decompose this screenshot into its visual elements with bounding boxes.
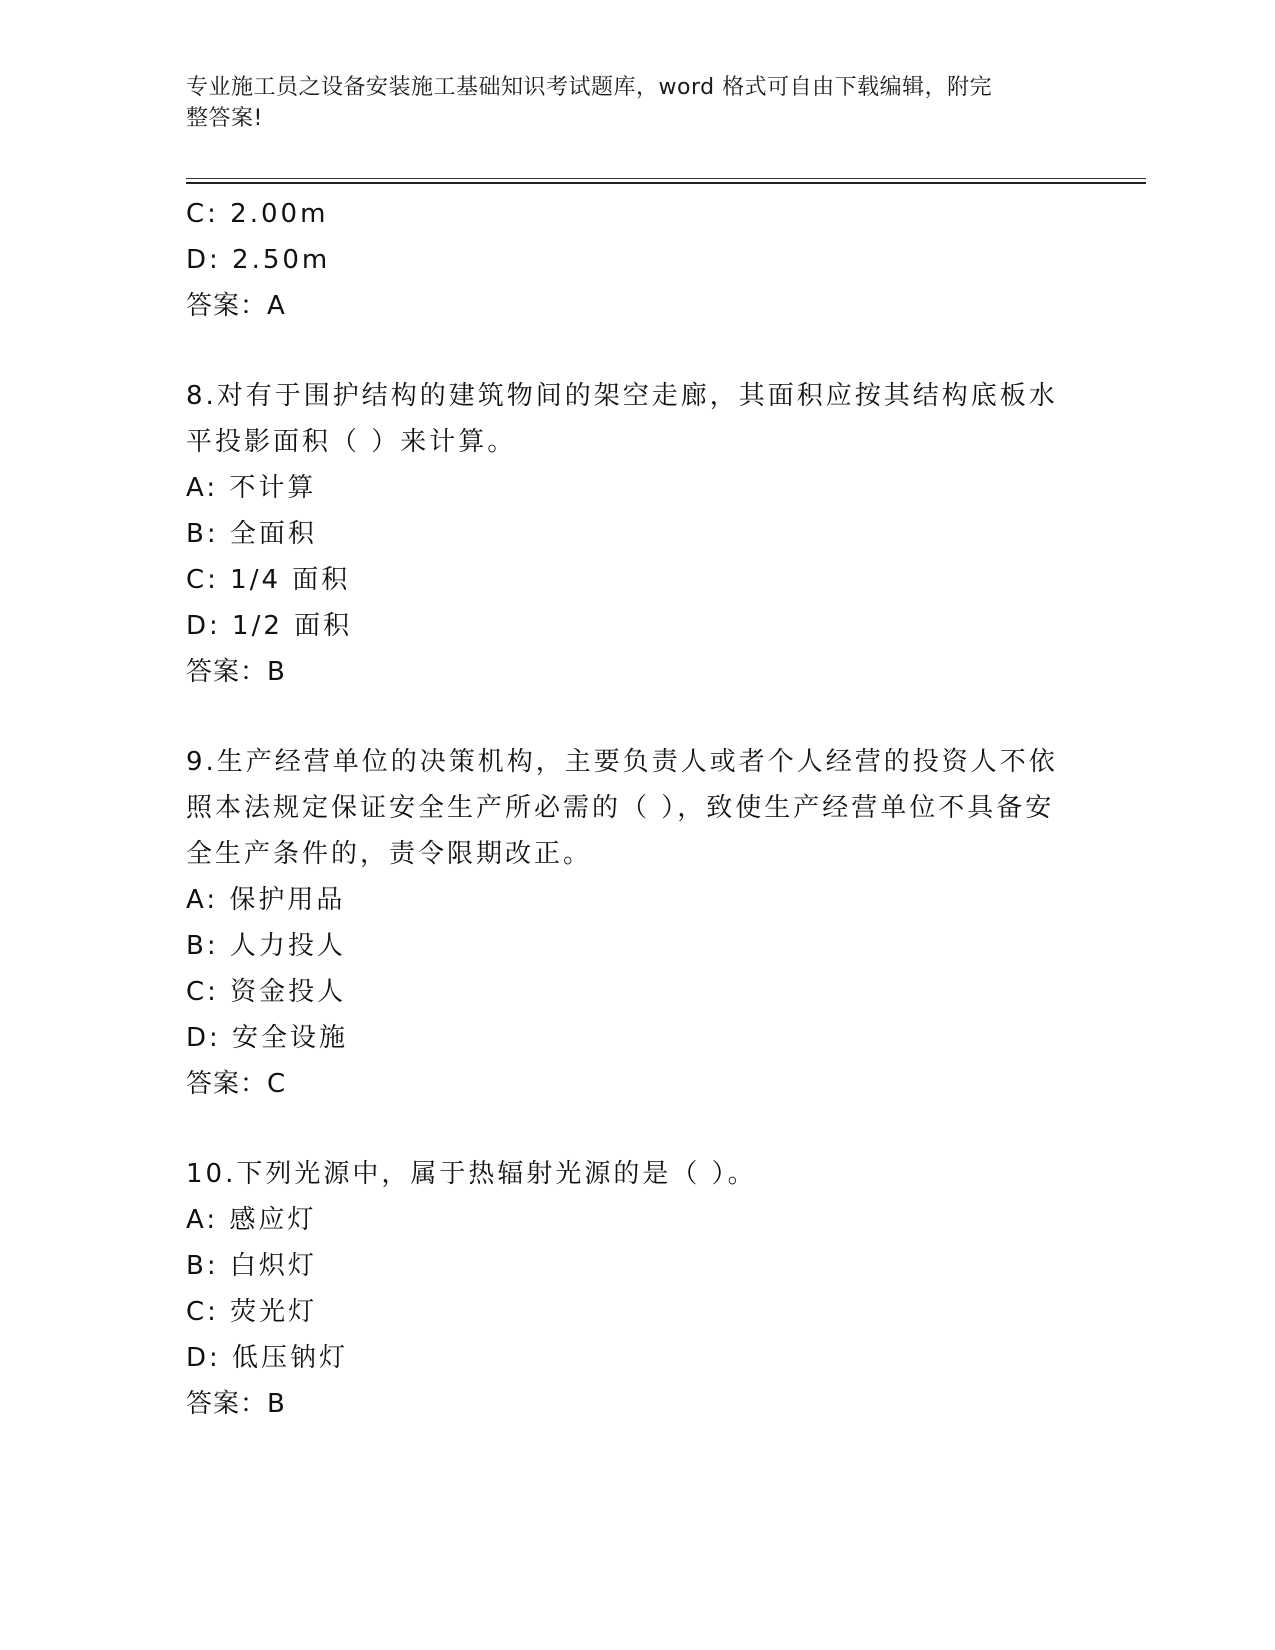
spacer <box>186 1107 1086 1151</box>
spacer <box>186 329 1086 373</box>
q9-stem-line-2: 照本法规定保证安全生产所必需的（ ），致使生产经营单位不具备安 <box>186 793 1055 823</box>
q9-stem-line-1: 9.生产经营单位的决策机构，主要负责人或者个人经营的投资人不依 <box>186 747 1058 777</box>
q8-answer: 答案：B <box>186 657 286 687</box>
q9-option-b: B: 人力投人 <box>186 931 346 961</box>
q7-option-d: D: 2.50m <box>186 245 331 275</box>
question-list <box>186 191 1086 1427</box>
question-8 <box>186 373 1086 695</box>
q10-option-d: D: 低压钠灯 <box>186 1343 349 1373</box>
q10-option-a: A: 感应灯 <box>186 1205 317 1235</box>
q8-option-b: B: 全面积 <box>186 519 317 549</box>
q8-option-a: A: 不计算 <box>186 473 317 503</box>
header-divider-thin <box>186 178 1146 179</box>
q9-option-d: D: 安全设施 <box>186 1023 349 1053</box>
q9-answer: 答案：C <box>186 1069 287 1099</box>
q8-option-d: D: 1/2 面积 <box>186 611 353 641</box>
q7-option-c: C: 2.00m <box>186 199 329 229</box>
q10-answer: 答案：B <box>186 1389 286 1419</box>
question-7-tail <box>186 191 1086 329</box>
q9-stem-line-3: 全生产条件的，责令限期改正。 <box>186 839 593 869</box>
q10-option-b: B: 白炽灯 <box>186 1251 317 1281</box>
question-9 <box>186 739 1086 1107</box>
header-title-line-2: 整答案! <box>186 106 263 131</box>
q10-option-c: C: 荧光灯 <box>186 1297 318 1327</box>
q9-option-c: C: 资金投人 <box>186 977 347 1007</box>
q8-stem-line-2: 平投影面积（ ）来计算。 <box>186 427 517 457</box>
spacer <box>186 695 1086 739</box>
header-title-line-1: 专业施工员之设备安装施工基础知识考试题库，word 格式可自由下载编辑，附完 <box>186 75 993 100</box>
header-divider-thick <box>186 182 1146 184</box>
q7-answer: 答案：A <box>186 291 286 321</box>
q8-option-c: C: 1/4 面积 <box>186 565 351 595</box>
q8-stem-line-1: 8.对有于围护结构的建筑物间的架空走廊，其面积应按其结构底板水 <box>186 381 1058 411</box>
question-10 <box>186 1151 1086 1427</box>
q9-option-a: A: 保护用品 <box>186 885 346 915</box>
q10-stem-line-1: 10.下列光源中，属于热辐射光源的是（ ）。 <box>186 1159 757 1189</box>
document-header <box>186 72 1066 134</box>
